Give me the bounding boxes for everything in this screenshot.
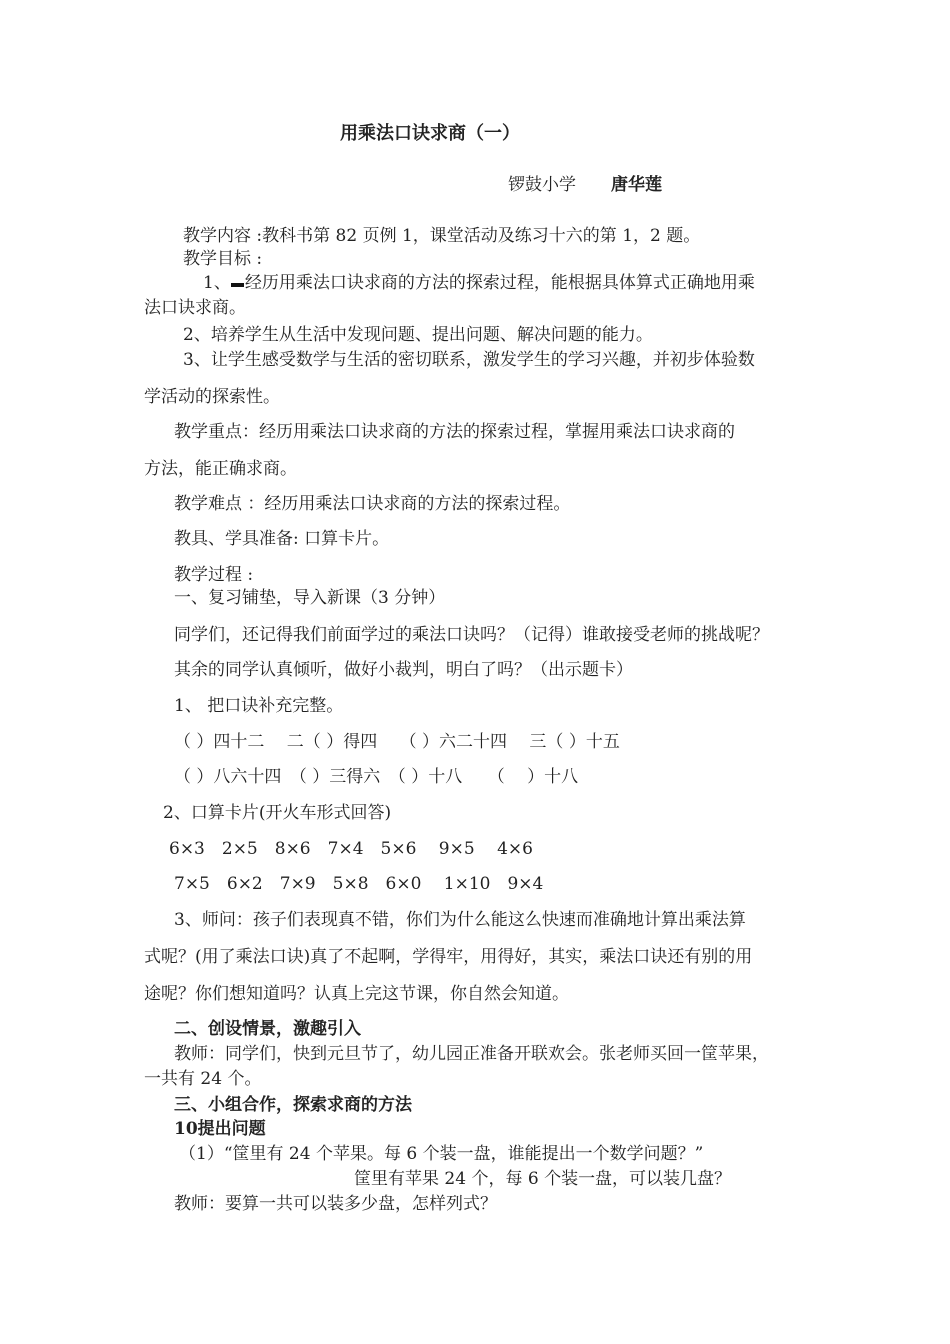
section-2-heading: 二、创设情景，激趣引入 — [174, 1019, 361, 1039]
teacher-question: 教师：要算一共可以装多少盘，怎样列式？ — [174, 1194, 497, 1214]
mental-math-row-1: 6×3 2×5 8×6 7×4 5×6 9×5 4×6 — [169, 839, 533, 859]
difficult-point: 教学难点 ：经历用乘法口诀求商的方法的探索过程。 — [174, 494, 571, 514]
exercise-1-row-1: （ ）四十二 二（ ）得四 （ ）六二十四 三（ ）十五 — [174, 732, 620, 752]
section-3-subheading: 10提出问题 — [174, 1119, 266, 1139]
goal-1-line-2: 法口诀求商。 — [144, 298, 246, 318]
author-name: 唐华莲 — [611, 175, 662, 195]
question-line-2: 筐里有苹果 24 个，每 6 个装一盘，可以装几盘？ — [354, 1169, 732, 1189]
goal-2: 2、培养学生从生活中发现问题、提出问题、解决问题的能力。 — [183, 325, 653, 345]
exercise-2-heading: 2、口算卡片(开火车形式回答) — [163, 803, 392, 823]
section-1-heading: 一、复习铺垫，导入新课（3 分钟） — [174, 588, 446, 608]
goal-1-text: 经历用乘法口诀求商的方法的探索过程，能根据具体算式正确地用乘 — [244, 273, 755, 293]
exercise-1-heading: 1、 把口诀补充完整。 — [174, 696, 344, 716]
goal-1-line-1 — [203, 272, 755, 294]
paragraph-review-2: 其余的同学认真倾听，做好小裁判，明白了吗？（出示题卡） — [174, 660, 633, 680]
teaching-process-heading: 教学过程 : — [174, 565, 254, 585]
author-school: 锣鼓小学 — [508, 175, 576, 195]
question-line-1: （1）“筐里有 24 个苹果。每 6 个装一盘，谁能提出一个数学问题？” — [179, 1144, 704, 1164]
teaching-tools: 教具、学具准备: 口算卡片。 — [174, 529, 390, 549]
exercise-3-line-1: 3、师问：孩子们表现真不错，你们为什么能这么快速而准确地计算出乘法算 — [174, 910, 746, 930]
goal-3-line-2: 学活动的探索性。 — [144, 387, 280, 407]
key-point-line-2: 方法，能正确求商。 — [144, 459, 297, 479]
exercise-3-line-3: 途呢？你们想知道吗？认真上完这节课，你自然会知道。 — [144, 984, 569, 1004]
teaching-goals-heading: 教学目标 : — [183, 249, 263, 269]
exercise-1-row-2: （ ）八六十四 （ ）三得六 （ ）十八 （ ）十八 — [174, 767, 579, 787]
teaching-content: 教学内容 :教科书第 82 页例 1，课堂活动及练习十六的第 1，2 题。 — [183, 226, 701, 246]
section-3-heading: 三、小组合作，探索求商的方法 — [174, 1095, 412, 1115]
scenario-line-2: 一共有 24 个。 — [144, 1069, 262, 1089]
mental-math-row-2: 7×5 6×2 7×9 5×8 6×0 1×10 9×4 — [174, 874, 544, 894]
scenario-line-1: 教师：同学们，快到元旦节了，幼儿园正准备开联欢会。张老师买回一筐苹果， — [174, 1044, 769, 1064]
paragraph-review-1: 同学们，还记得我们前面学过的乘法口诀吗？（记得）谁敢接受老师的挑战呢？ — [174, 625, 769, 645]
goal-1-number: 1、 — [203, 273, 231, 293]
editing-mark — [231, 283, 244, 287]
key-point-line-1: 教学重点：经历用乘法口诀求商的方法的探索过程，掌握用乘法口诀求商的 — [174, 422, 735, 442]
goal-3-line-1: 3、让学生感受数学与生活的密切联系，激发学生的学习兴趣，并初步体验数 — [183, 350, 755, 370]
exercise-3-line-2: 式呢？(用了乘法口诀)真了不起啊，学得牢，用得好，其实，乘法口诀还有别的用 — [144, 947, 753, 967]
document-title: 用乘法口诀求商（一） — [340, 123, 520, 144]
